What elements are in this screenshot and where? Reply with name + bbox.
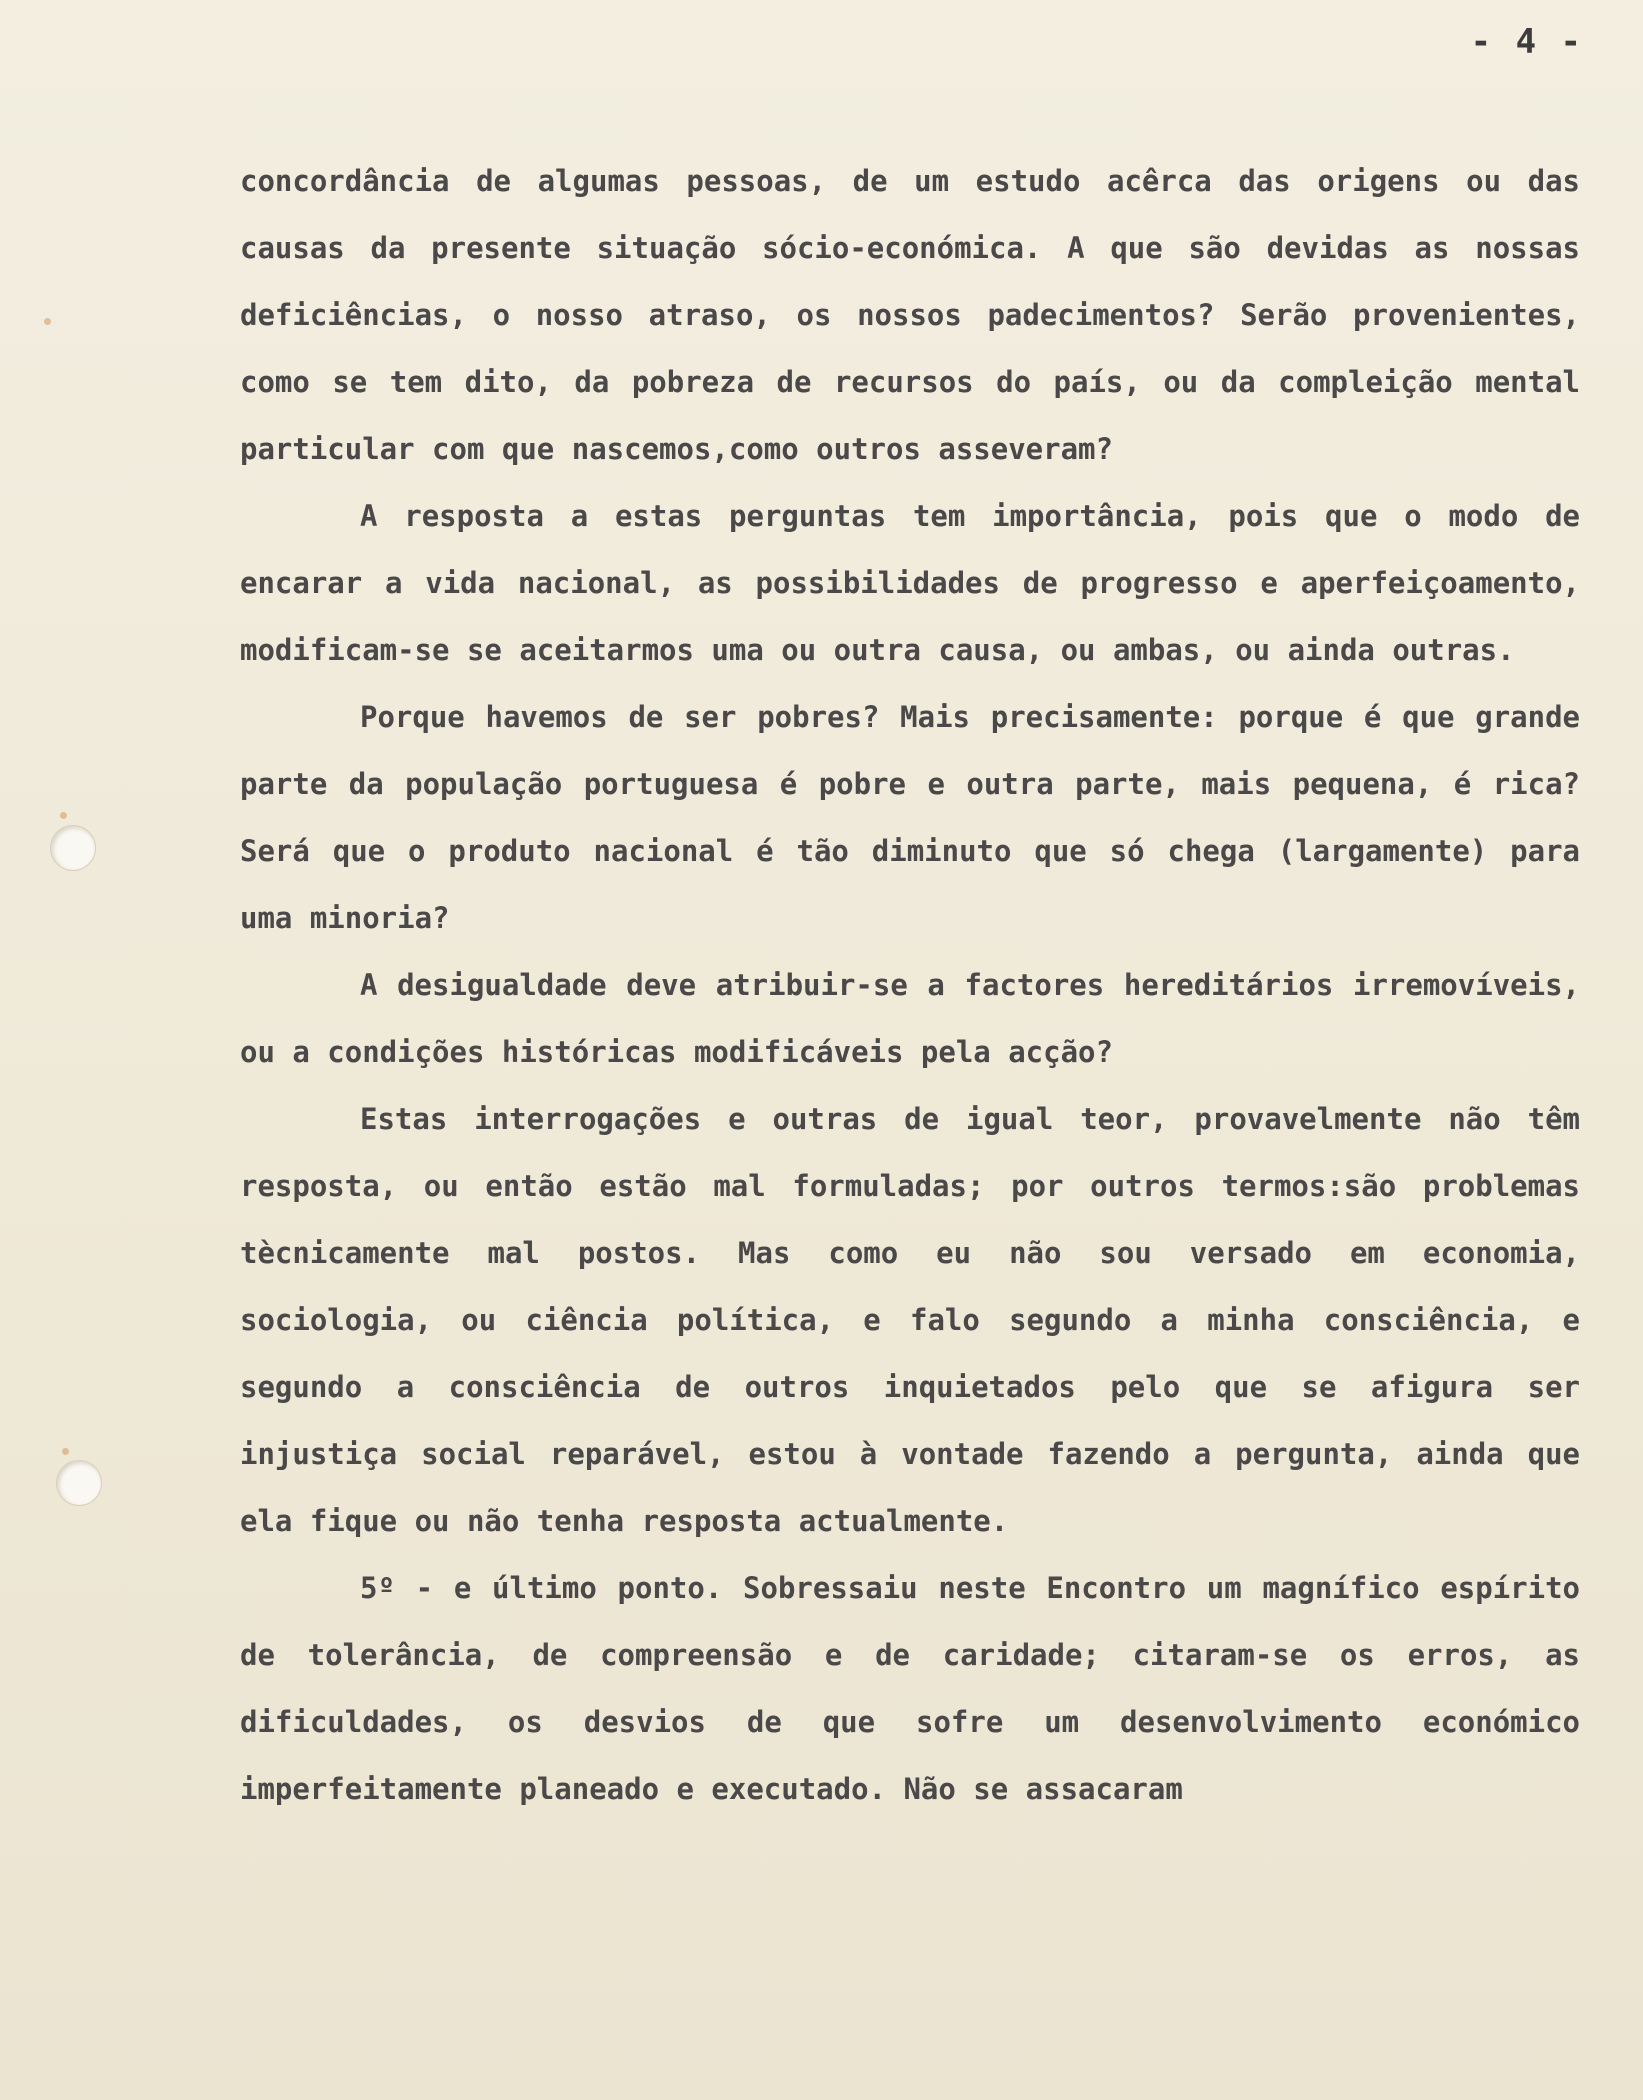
page-number: - 4 - [1470,22,1583,62]
paragraph: concordância de algumas pessoas, de um estudo acêrca das origens ou das causas da presente situação sócio-económica. A que são devidas as nossas deficiências, o nosso atraso, os nossos padecimentos? Serão provenientes, como se tem dito, da pobreza de recursos do país, ou da compleição mental particular com que nascemos,como outros asseveram? [240,164,1580,466]
punch-hole [56,1460,102,1506]
paper-stain [60,812,67,819]
paragraph: 5º - e último ponto. Sobressaiu neste Encontro um magnífico espírito de tolerância, de compreensão e de caridade; citaram-se os erros, as dificuldades, os desvios de que sofre um desenvolvimento económico imperfeitamente planeado e executado. Não se assacaram [240,1571,1580,1806]
punch-hole [50,825,96,871]
paper-stain [62,1448,69,1455]
paragraph: A desigualdade deve atribuir-se a factores hereditários irremovíveis, ou a condições históricas modificáveis pela acção? [240,968,1580,1069]
paragraph: A resposta a estas perguntas tem importância, pois que o modo de encarar a vida nacional, as possibilidades de progresso e aperfeiçoamento, modificam-se se aceitarmos uma ou outra causa, ou ambas, ou ainda outras. [240,499,1580,667]
paper-stain [44,318,51,325]
paragraph: Estas interrogações e outras de igual teor, provavelmente não têm resposta, ou então estão mal formuladas; por outros termos:são problemas tècnicamente mal postos. Mas como eu não sou versado em economia, sociologia, ou ciência política, e falo segundo a minha consciência, e segundo a consciência de outros inquietados pelo que se afigura ser injustiça social reparável, estou à vontade fazendo a pergunta, ainda que ela fique ou não tenha resposta actualmente. [240,1102,1580,1538]
paragraph: Porque havemos de ser pobres? Mais precisamente: porque é que grande parte da população portuguesa é pobre e outra parte, mais pequena, é rica? Será que o produto nacional é tão diminuto que só chega (largamente) para uma minoria? [240,700,1580,935]
typed-text-body [240,148,1580,1823]
